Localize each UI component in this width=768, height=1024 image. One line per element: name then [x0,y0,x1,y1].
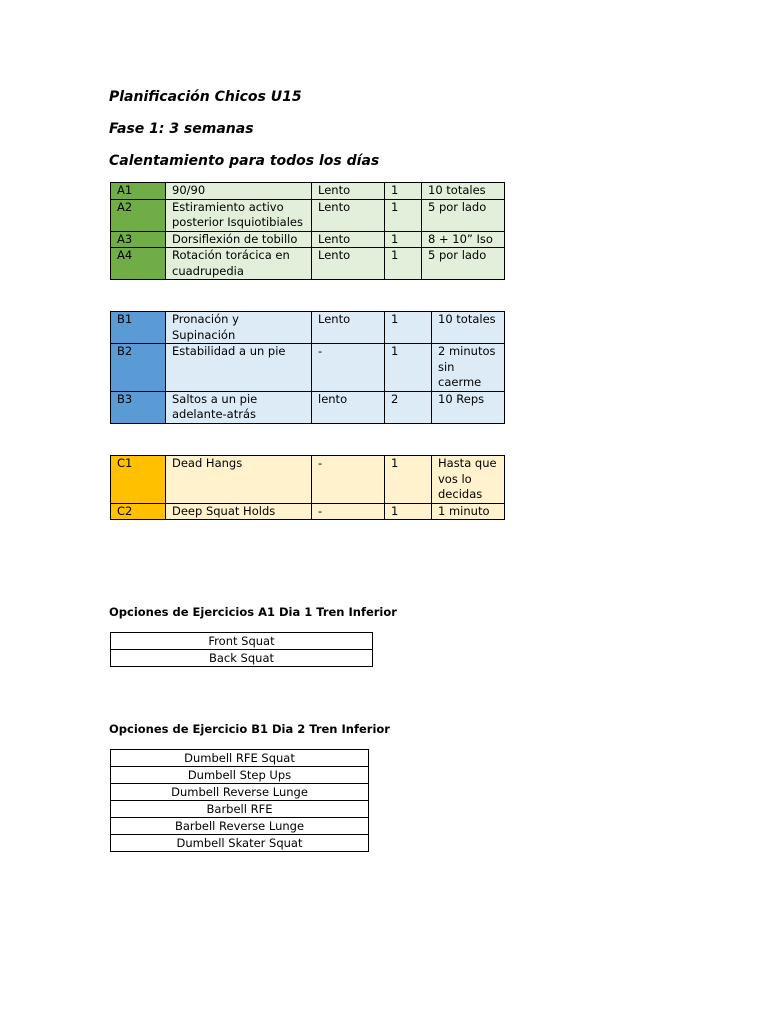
list-item [111,767,369,784]
cell-code: A1 [111,183,166,200]
options-a1-title: Opciones de Ejercicios A1 Dia 1 Tren Inferior [109,605,397,619]
list-item [111,750,369,767]
options-b1-title: Opciones de Ejercicio B1 Dia 2 Tren Inferior [109,722,390,736]
warmup-table-c [110,455,505,520]
cell-code: B1 [111,312,166,344]
table-row [111,344,505,392]
cell-tempo: lento [312,391,385,423]
warmup-heading: Calentamiento para todos los días [109,153,380,169]
cell-reps: 1 minuto [432,503,505,520]
options-a1-table [110,632,373,667]
cell-sets: 1 [385,231,422,248]
cell-tempo: - [312,456,385,504]
table-row [111,231,505,248]
table-row [111,183,505,200]
option-cell: Back Squat [111,650,373,667]
cell-reps: Hasta que vos lo decidas [432,456,505,504]
cell-sets: 1 [385,183,422,200]
cell-reps: 8 + 10” Iso [422,231,505,248]
cell-exercise: Estabilidad a un pie [166,344,312,392]
cell-tempo: Lento [312,199,385,231]
warmup-table-a [110,182,505,280]
cell-reps: 10 totales [422,183,505,200]
cell-exercise: Deep Squat Holds [166,503,312,520]
options-b1-table [110,749,369,852]
list-item [111,818,369,835]
cell-exercise: Saltos a un pie adelante-atrás [166,391,312,423]
option-cell: Dumbell RFE Squat [111,750,369,767]
cell-exercise: Rotación torácica en cuadrupedia [166,248,312,280]
option-cell: Barbell RFE [111,801,369,818]
cell-exercise: 90/90 [166,183,312,200]
table-row [111,248,505,280]
cell-exercise: Dorsiflexión de tobillo [166,231,312,248]
warmup-table-b [110,311,505,424]
table-row [111,456,505,504]
cell-reps: 10 Reps [432,391,505,423]
cell-exercise: Pronación y Supinación [166,312,312,344]
cell-code: B3 [111,391,166,423]
page-title: Planificación Chicos U15 [109,89,302,105]
cell-sets: 1 [385,199,422,231]
cell-exercise: Estiramiento activo posterior Isquiotibiales [166,199,312,231]
table-row [111,199,505,231]
cell-code: A2 [111,199,166,231]
cell-reps: 5 por lado [422,248,505,280]
option-cell: Dumbell Skater Squat [111,835,369,852]
cell-sets: 1 [385,312,432,344]
cell-code: C2 [111,503,166,520]
option-cell: Dumbell Reverse Lunge [111,784,369,801]
cell-tempo: Lento [312,312,385,344]
cell-code: C1 [111,456,166,504]
cell-code: A4 [111,248,166,280]
table-row [111,312,505,344]
cell-tempo: - [312,503,385,520]
list-item [111,801,369,818]
phase-heading: Fase 1: 3 semanas [109,121,254,137]
cell-reps: 10 totales [432,312,505,344]
option-cell: Dumbell Step Ups [111,767,369,784]
cell-exercise: Dead Hangs [166,456,312,504]
cell-reps: 5 por lado [422,199,505,231]
cell-reps: 2 minutos sin caerme [432,344,505,392]
cell-sets: 2 [385,391,432,423]
cell-sets: 1 [385,456,432,504]
table-row [111,391,505,423]
list-item [111,835,369,852]
table-row [111,503,505,520]
cell-sets: 1 [385,248,422,280]
cell-code: B2 [111,344,166,392]
list-item [111,650,373,667]
list-item [111,784,369,801]
list-item [111,633,373,650]
cell-tempo: Lento [312,231,385,248]
cell-sets: 1 [385,503,432,520]
option-cell: Front Squat [111,633,373,650]
option-cell: Barbell Reverse Lunge [111,818,369,835]
cell-sets: 1 [385,344,432,392]
cell-tempo: - [312,344,385,392]
cell-tempo: Lento [312,183,385,200]
cell-code: A3 [111,231,166,248]
cell-tempo: Lento [312,248,385,280]
